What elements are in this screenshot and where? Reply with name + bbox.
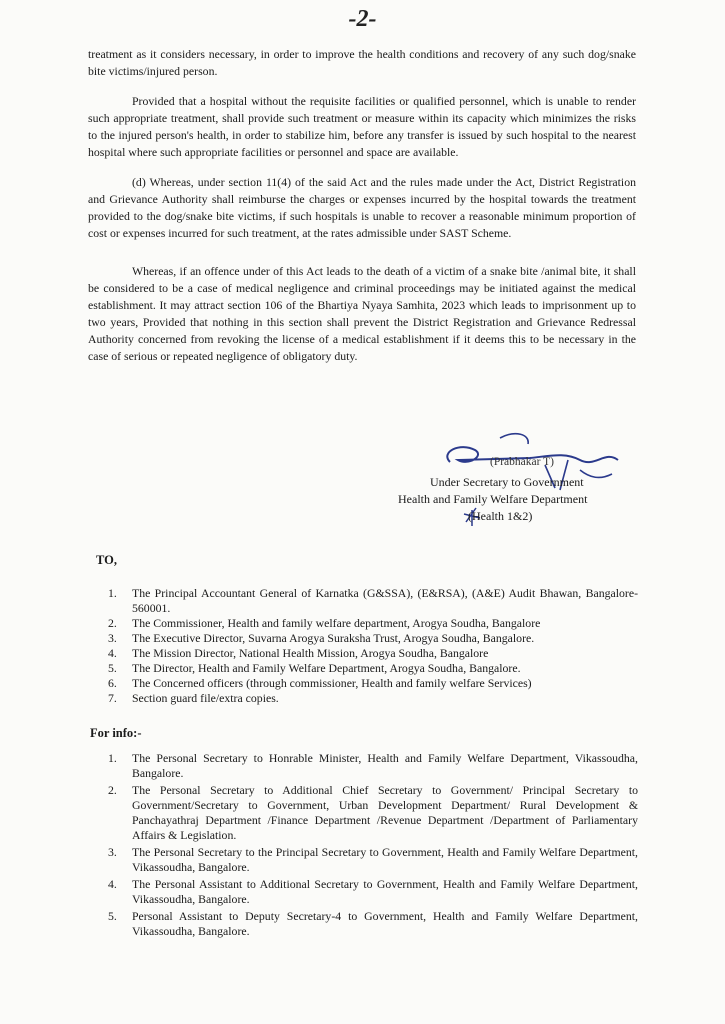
list-item: 4. The Personal Assistant to Additional Secretary to Government, Health and Family Welfare Department, Vikassoudha, Bangalore.: [108, 877, 638, 906]
paragraph-proviso: Provided that a hospital without the requisite facilities or qualified personnel, which is unable to render such appropriate treatment, shall provide such treatment or measure within its capacity which minimizes the risks to the injured person's health, in order to stabilize him, before any transfer is issued by such hospital to the nearest hospital where such appropriate facilities or personnel and space are available.: [88, 94, 636, 159]
paragraph-continuation: treatment as it considers necessary, in order to improve the health conditions and recovery of any such dog/snake bite victims/injured person.: [88, 47, 636, 78]
paragraph-negligence: Whereas, if an offence under of this Act leads to the death of a victim of a snake bite /animal bite, it shall be considered to be a case of medical negligence and criminal proceedings may be initiated against the medical establishment. It may attract section 106 of the Bhartiya Nyaya Samhita, 2023 which leads to imprisonment up to two years, Provided that nothing in this section shall prevent the District Registration and Grievance Redressal Authority concerned from revoking the license of a medical establishment if it deems this to be necessary in the case of serious or repeated negligence of obligatory duty.: [88, 264, 636, 363]
list-item: 3. The Executive Director, Suvarna Arogya Suraksha Trust, Arogya Soudha, Bangalore.: [108, 631, 535, 645]
list-item: 1. The Principal Accountant General of Karnatka (G&SSA), (E&RSA), (A&E) Audit Bhawan, Bangalore-560001.: [108, 586, 638, 615]
signatory-department: Health and Family Welfare Department: [398, 492, 588, 506]
list-item: 4. The Mission Director, National Health Mission, Arogya Soudha, Bangalore: [108, 646, 489, 660]
paragraph-clause-d: (d) Whereas, under section 11(4) of the said Act and the rules made under the Act, District Registration and Grievance Authority shall reimburse the charges or expenses incurred by the hospital towards the treatment provided to the dog/snake bite victims, if such hospitals is unable to recover a reasonable minimum proportion of cost or expenses incurred for such treatment, at the rates admissible under SAST Scheme.: [88, 175, 636, 240]
for-info-heading: For info:-: [90, 726, 142, 740]
list-item: 6. The Concerned officers (through commissioner, Health and family welfare Services): [108, 676, 532, 690]
list-item: 2. The Commissioner, Health and family welfare department, Arogya Soudha, Bangalore: [108, 616, 541, 630]
list-item: 2. The Personal Secretary to Additional Chief Secretary to Government/ Principal Secretary to Government/Secretary to Government, Urban Development Department/ Rural Development & Panchayathraj Department /Finance Department /Revenue Department /Department of Parliamentary Affairs & Legislation.: [108, 783, 638, 842]
page-number: -2-: [348, 6, 377, 32]
to-heading: TO,: [96, 553, 117, 567]
list-item: 5. Personal Assistant to Deputy Secretary-4 to Government, Health and Family Welfare Department, Vikassoudha, Bangalore.: [108, 909, 638, 938]
signatory-name: (Prabhakar T): [490, 456, 554, 468]
signature-block: [380, 430, 650, 540]
list-item: 3. The Personal Secretary to the Principal Secretary to Government, Health and Family Welfare Department, Vikassoudha, Bangalore.: [108, 845, 638, 874]
body-text: [88, 46, 636, 378]
list-item: 1. The Personal Secretary to Honrable Minister, Health and Family Welfare Department, Vikassoudha, Bangalore.: [108, 751, 638, 780]
signatory-section: (Health 1&2): [468, 509, 533, 523]
list-item: 7. Section guard file/extra copies.: [108, 691, 279, 705]
signatory-designation: Under Secretary to Government: [430, 475, 584, 489]
to-list: [108, 586, 638, 706]
list-item: 5. The Director, Health and Family Welfare Department, Arogya Soudha, Bangalore.: [108, 661, 521, 675]
for-info-list: [108, 751, 638, 941]
